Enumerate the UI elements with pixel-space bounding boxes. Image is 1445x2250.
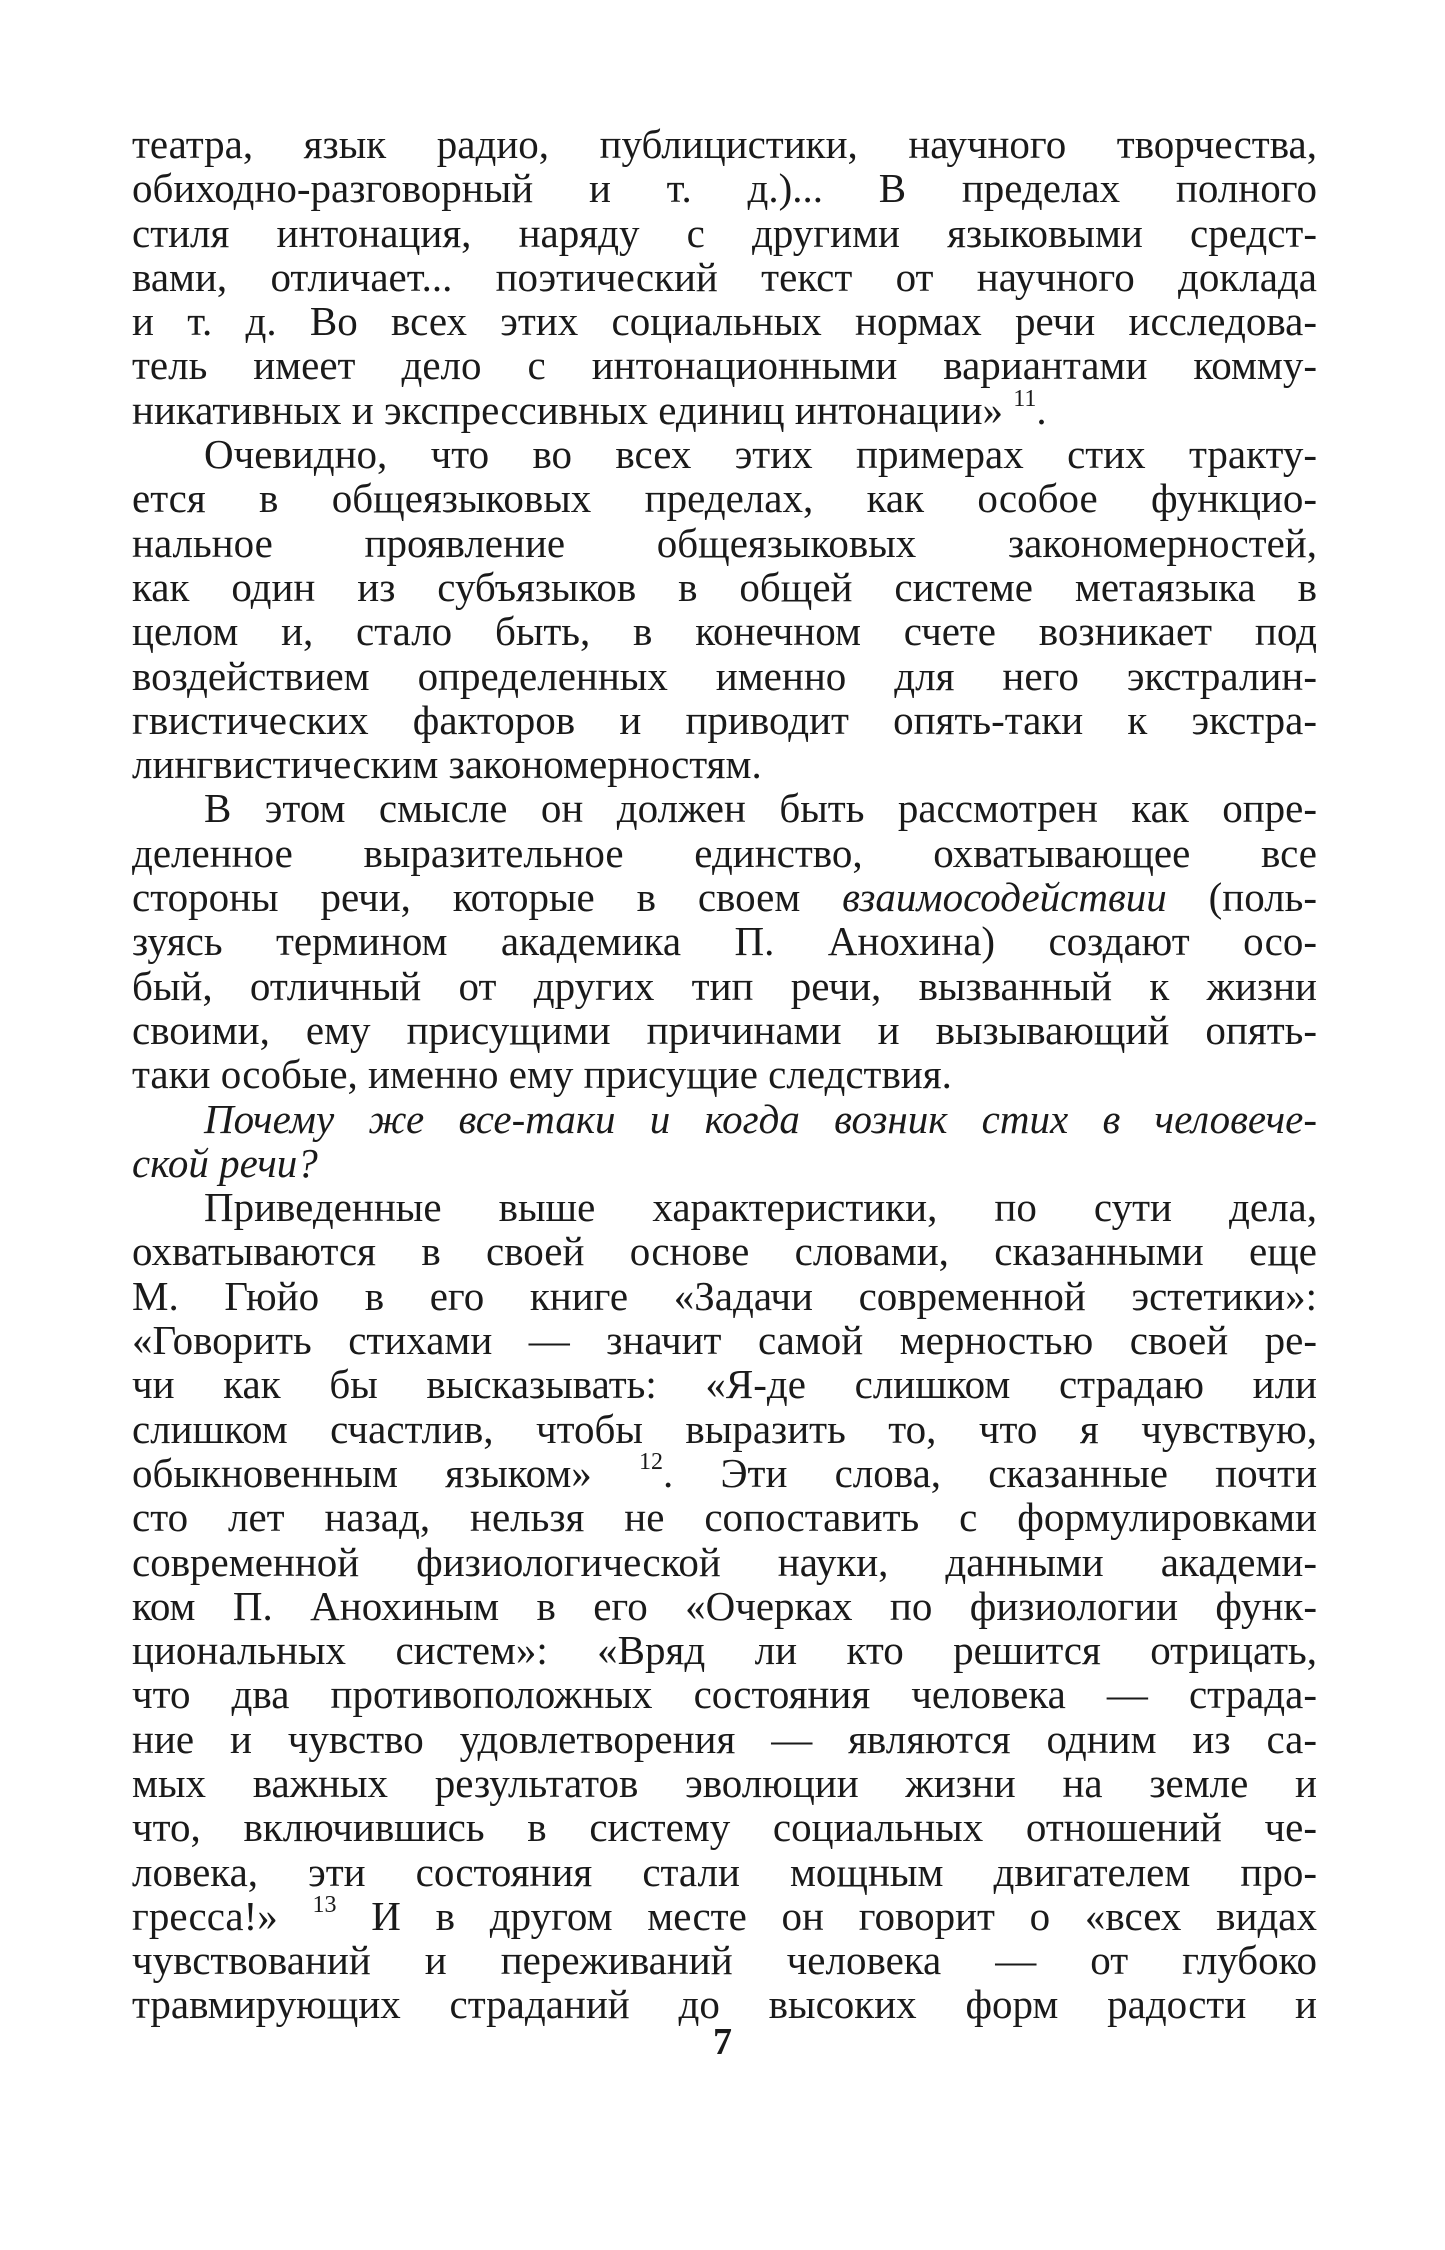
- text-line: сто лет назад, нельзя не сопоставить с формулировками: [132, 1494, 1317, 1541]
- text-line: воздействием определенных именно для него экстралин-: [132, 652, 1317, 699]
- text-line: слишком счастлив, чтобы выразить то, что я чувствую,: [132, 1405, 1317, 1452]
- text-line: «Говорить стихами — значит самой мерностью своей ре-: [132, 1317, 1317, 1364]
- text-line: как один из субъязыков в общей системе метаязыка в: [132, 563, 1317, 610]
- footnote-ref: 11: [1013, 385, 1037, 412]
- page-number: 7: [713, 2021, 732, 2063]
- text-fragment: стороны речи, которые в своем: [132, 874, 801, 921]
- text-fragment: . Эти слова, сказанные почти: [663, 1449, 1318, 1496]
- text-line: циональных систем»: «Вряд ли кто решится отрицать,: [132, 1627, 1317, 1674]
- text-line: деленное выразительное единство, охватывающее все: [132, 829, 1317, 876]
- text-line: обиходно-разговорный и т. д.)... В пределах полного: [132, 165, 1317, 212]
- text-line: мых важных результатов эволюции жизни на земле и: [132, 1759, 1317, 1806]
- italic-term: взаимосодействии: [842, 874, 1167, 921]
- text-line: гвистических факторов и приводит опять-таки к экстра-: [132, 696, 1317, 743]
- text-line: ком П. Анохиным в его «Очерках по физиологии функ-: [132, 1582, 1317, 1629]
- text-fragment: гресса!»: [132, 1892, 278, 1939]
- italic-question: ской речи?: [132, 1139, 318, 1186]
- text-line: чи как бы высказывать: «Я-де слишком страдаю или: [132, 1361, 1317, 1408]
- text-fragment: обыкновенным языком»: [132, 1449, 592, 1496]
- text-line: целом и, стало быть, в конечном счете возникает под: [132, 608, 1317, 655]
- text-line: тель имеет дело с интонационными вариантами комму-: [132, 342, 1317, 389]
- text-line: вами, отличает... поэтический текст от научного доклада: [132, 253, 1317, 300]
- text-line: современной физиологической науки, данными академи-: [132, 1538, 1317, 1585]
- text-line: что два противоположных состояния человека — страда-: [132, 1671, 1317, 1718]
- text-line: ловека, эти состояния стали мощным двигателем про-: [132, 1848, 1317, 1895]
- text-line: и т. д. Во всех этих социальных нормах речи исследова-: [132, 298, 1317, 345]
- text-line: нальное проявление общеязыковых закономерностей,: [132, 519, 1317, 566]
- text-line: [132, 1448, 1318, 1496]
- italic-question: Почему же все-таки и когда возник стих в человече-: [204, 1095, 1317, 1142]
- text-line: охватываются в своей основе словами, сказанными еще: [132, 1228, 1317, 1275]
- text-line: Очевидно, что во всех этих примерах стих тракту-: [204, 431, 1317, 478]
- text-line: травмирующих страданий до высоких форм радости и: [132, 1981, 1317, 2028]
- text-line: стиля интонация, наряду с другими языковыми средст-: [132, 209, 1317, 256]
- text-line: ние и чувство удовлетворения — являются одним из са-: [132, 1715, 1317, 1762]
- text-line: никативных и экспрессивных единиц интонации» $^{11}$.: [132, 385, 1047, 433]
- text-line: В этом смысле он должен быть рассмотрен как опре-: [204, 785, 1317, 832]
- text-line: своими, ему присущими причинами и вызывающий опять-: [132, 1006, 1317, 1053]
- text-line: чувствований и переживаний человека — от глубоко: [132, 1937, 1317, 1984]
- text-line: [132, 1891, 1318, 1939]
- text-fragment: (поль-: [1208, 874, 1318, 921]
- text-line: Приведенные выше характеристики, по сути дела,: [204, 1184, 1317, 1231]
- text-fragment: никативных и экспрессивных единиц интонации»: [132, 386, 1004, 433]
- text-line: таки особые, именно ему присущие следствия.: [132, 1051, 952, 1098]
- text-line: театра, язык радио, публицистики, научного творчества,: [132, 121, 1317, 167]
- text-line: лингвистическим закономерностям.: [132, 741, 762, 788]
- text-line: что, включившись в систему социальных отношений че-: [132, 1804, 1317, 1851]
- footnote-ref: 13: [312, 1891, 337, 1918]
- footnote-ref: 12: [639, 1448, 663, 1475]
- text-fragment: И в другом месте он говорит о «всех видах: [371, 1892, 1318, 1939]
- text-line: бый, отличный от других тип речи, вызванный к жизни: [132, 962, 1317, 1009]
- text-line: М. Гюйо в его книге «Задачи современной эстетики»:: [132, 1272, 1317, 1319]
- text-line: зуясь термином академика П. Анохина) создают осо-: [132, 918, 1317, 965]
- text-line: ется в общеязыковых пределах, как особое функцио-: [132, 475, 1317, 522]
- body-text: [132, 122, 1317, 2027]
- text-line: [132, 875, 1317, 919]
